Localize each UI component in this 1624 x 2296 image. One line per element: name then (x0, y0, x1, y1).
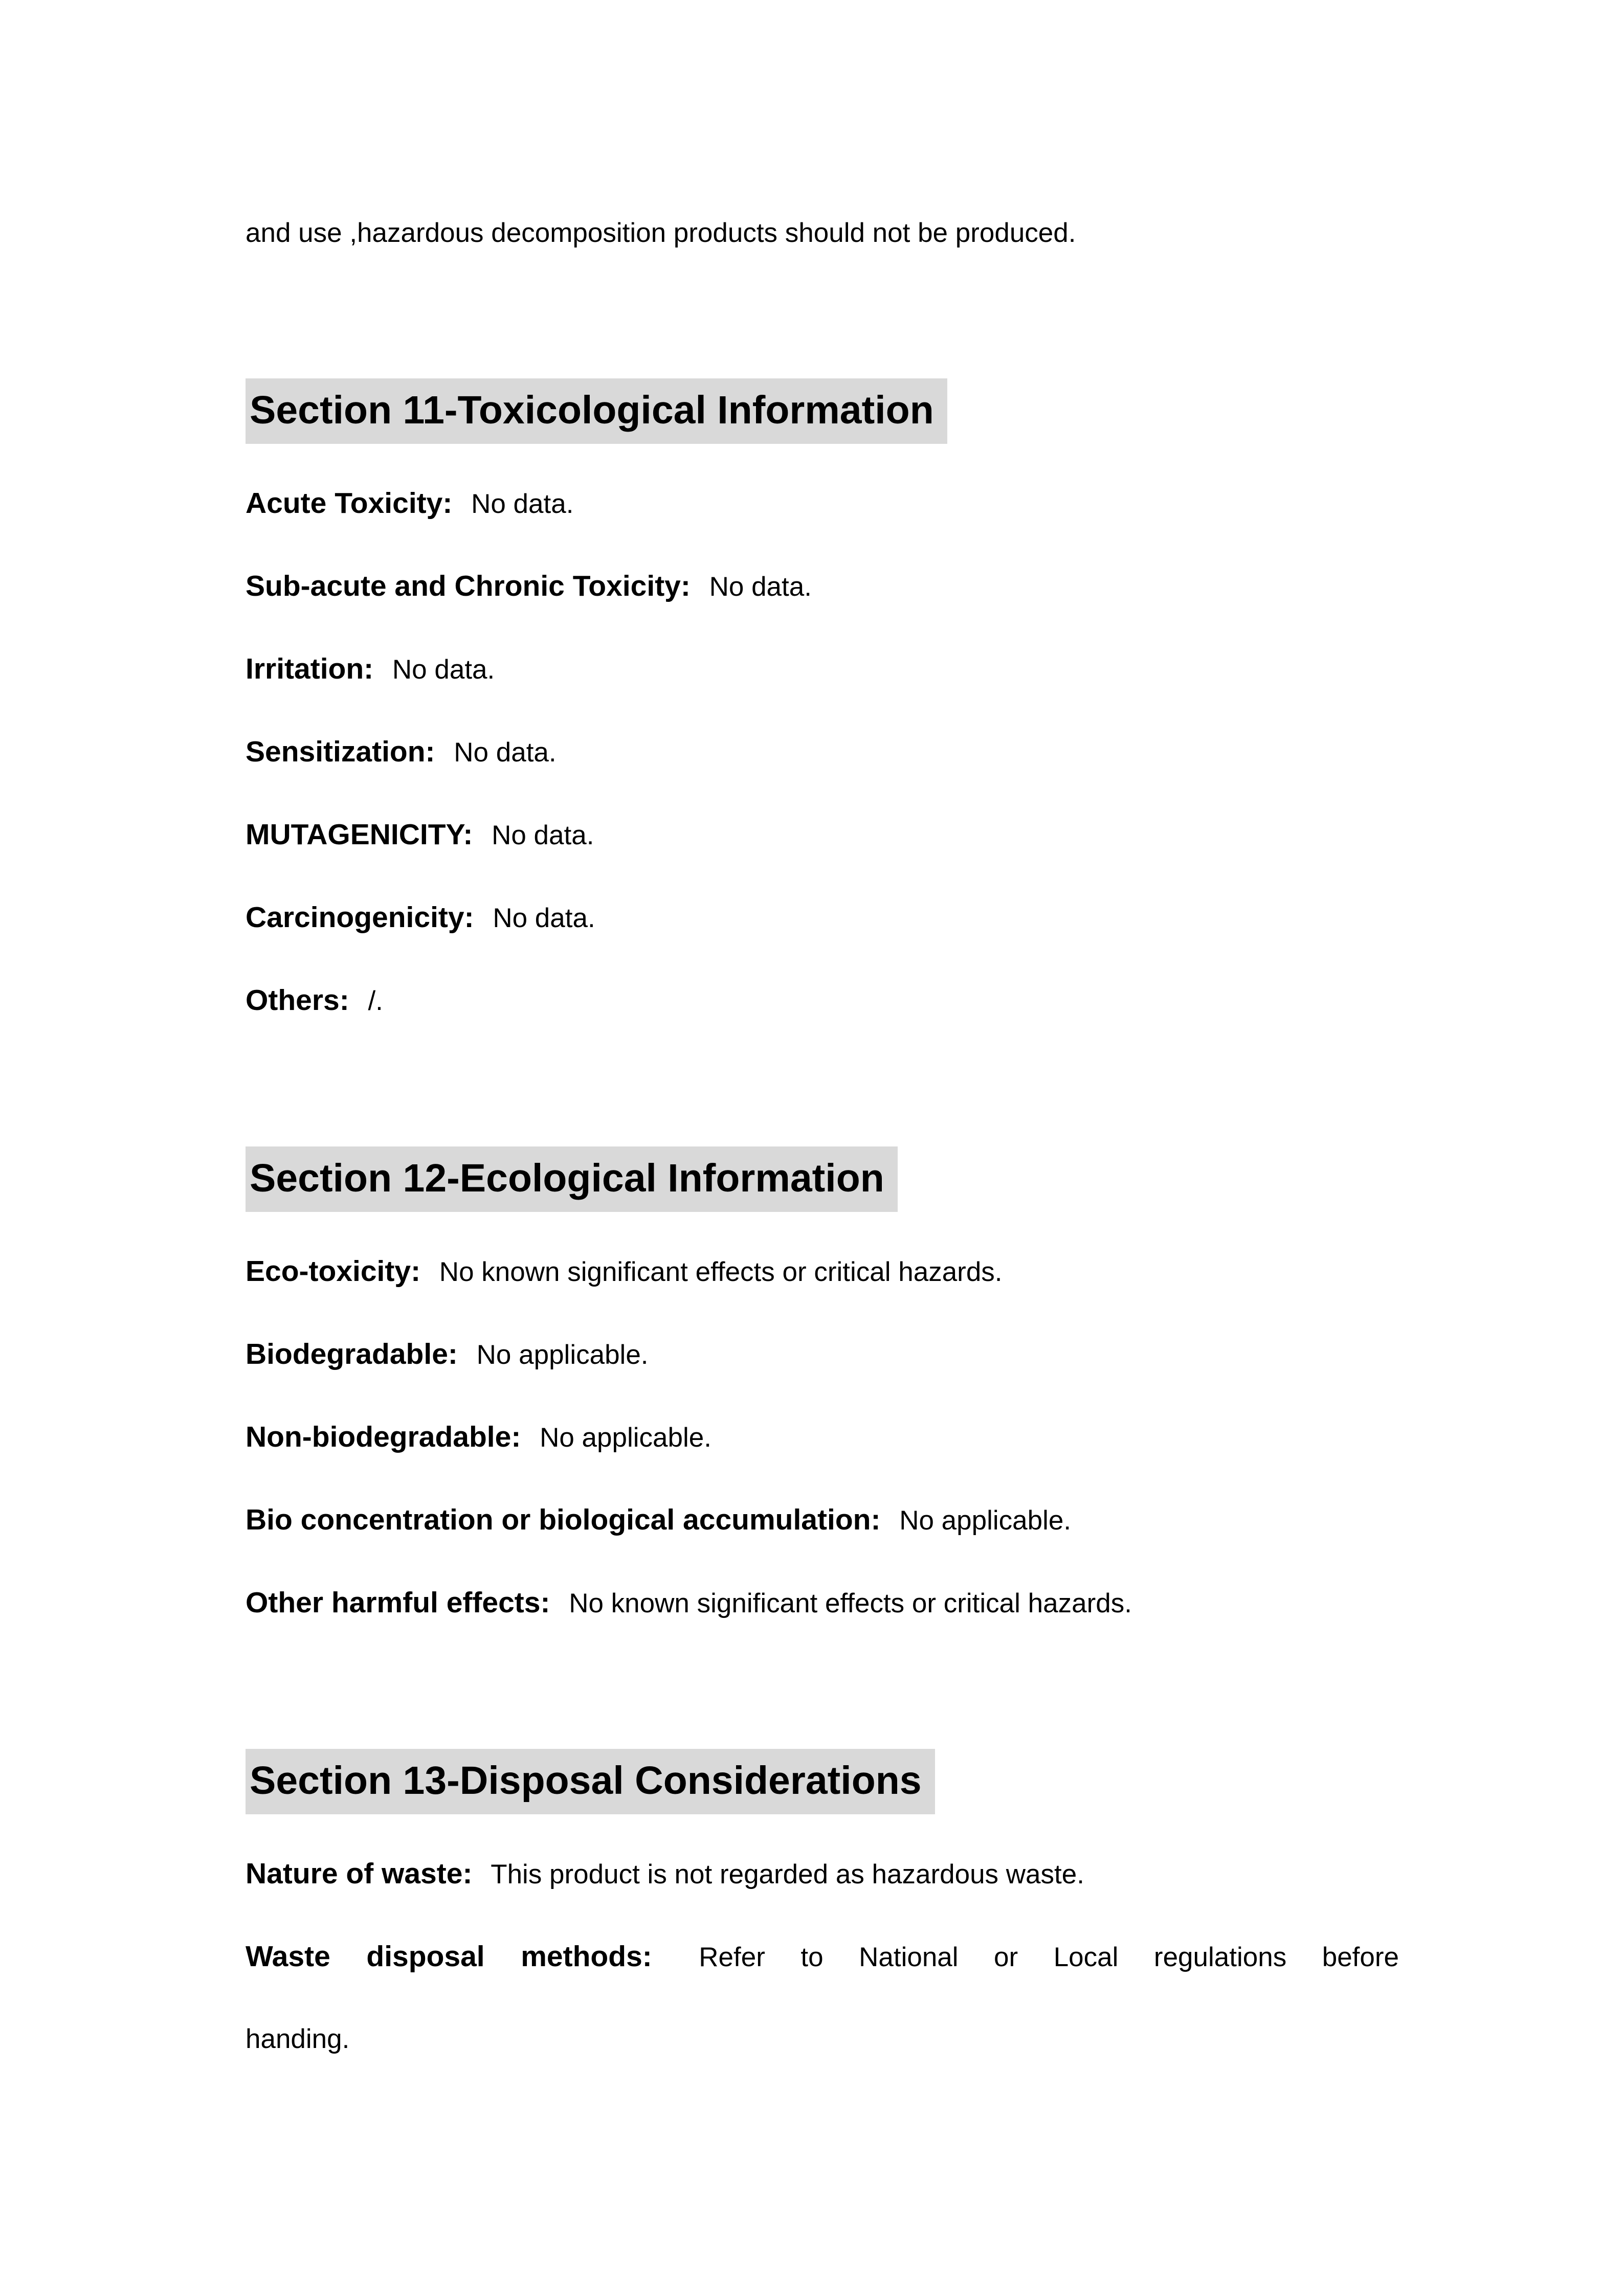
field-row (246, 570, 1399, 603)
section-title: Section 13-Disposal Considerations (246, 1749, 935, 1814)
field-row (246, 1858, 1399, 1890)
field-value: No data. (392, 655, 495, 685)
field-row (246, 1255, 1399, 1288)
field-label: Biodegradable: (246, 1338, 458, 1370)
field-label: Waste disposal methods: (246, 1940, 652, 1973)
field-value: No known significant effects or critical hazards. (439, 1257, 1003, 1287)
section-title: Section 11-Toxicological Information (246, 378, 947, 444)
field-label: MUTAGENICITY: (246, 818, 473, 851)
field-row (246, 1338, 1399, 1371)
field-row (246, 1941, 1399, 1973)
field-label: Others: (246, 984, 349, 1017)
field-label: Carcinogenicity: (246, 901, 474, 934)
field-value: This product is not regarded as hazardous waste. (491, 1859, 1084, 1889)
field-row (246, 984, 1399, 1017)
field-row (246, 736, 1399, 769)
sections-container (246, 299, 1399, 2055)
field-row (246, 487, 1399, 520)
field-row (246, 819, 1399, 851)
field-value: No data. (454, 737, 557, 768)
field-value: handing. (246, 2024, 350, 2054)
field-value: No data. (709, 572, 812, 602)
field-value: /. (368, 986, 383, 1016)
document-section (246, 1067, 1399, 1619)
field-label: Eco-toxicity: (246, 1255, 421, 1288)
field-row (246, 2023, 1399, 2055)
intro-paragraph: and use ,hazardous decomposition products should not be produced. (246, 218, 1076, 248)
field-row (246, 1421, 1399, 1454)
field-value: No data. (471, 489, 574, 519)
section-header-row (246, 1146, 1399, 1212)
field-label: Other harmful effects: (246, 1586, 550, 1619)
section-items (246, 487, 1399, 1017)
field-label: Irritation: (246, 652, 374, 685)
field-value: Refer to National or Local regulations before (699, 1942, 1399, 1972)
field-value: No applicable. (540, 1423, 711, 1453)
field-label: Sub-acute and Chronic Toxicity: (246, 570, 691, 602)
section-header-row (246, 1749, 1399, 1814)
field-row (246, 653, 1399, 686)
field-label: Nature of waste: (246, 1857, 473, 1890)
field-value: No applicable. (476, 1340, 649, 1370)
section-header-row (246, 378, 1399, 444)
document-section (246, 299, 1399, 1017)
field-label: Bio concentration or biological accumulation: (246, 1503, 881, 1536)
field-row (246, 1587, 1399, 1619)
field-label: Non-biodegradable: (246, 1421, 521, 1453)
field-label: Acute Toxicity: (246, 487, 453, 520)
field-row (246, 1504, 1399, 1537)
field-value: No data. (493, 903, 595, 933)
field-value: No known significant effects or critical hazards. (569, 1588, 1132, 1618)
section-title: Section 12-Ecological Information (246, 1146, 898, 1212)
field-row (246, 902, 1399, 934)
section-items (246, 1255, 1399, 1619)
section-items (246, 1858, 1399, 2055)
field-value: No applicable. (899, 1505, 1072, 1536)
document-section (246, 1670, 1399, 2055)
field-label: Sensitization: (246, 735, 435, 768)
field-value: No data. (492, 820, 594, 850)
